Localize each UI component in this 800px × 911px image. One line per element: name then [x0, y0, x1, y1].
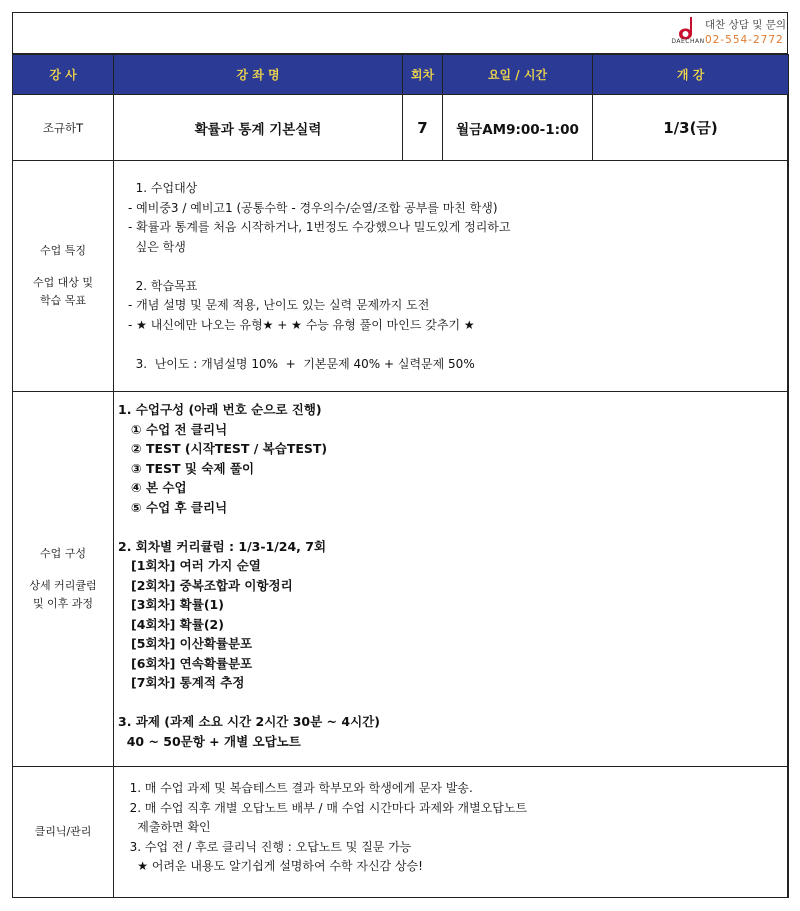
structure-label-1: 수업 구성 [39, 547, 86, 560]
clinic-line: 1. 매 수업 과제 및 복습테스트 결과 학부모와 학생에게 문자 발송. [122, 781, 473, 795]
logo-text: DAECHAN [671, 38, 705, 45]
course-table [12, 54, 789, 898]
clinic-line: 3. 수업 전 / 후로 클리닉 진행 : 오답노트 및 질문 가능 [122, 839, 412, 854]
table-header-row [13, 55, 789, 95]
structure-line: 3. 과제 (과제 소요 시간 2시간 30분 ~ 4시간) [118, 714, 380, 729]
structure-line: [3회차] 확률(1) [118, 597, 224, 612]
features-content [114, 161, 789, 392]
features-label-1: 수업 특징 [39, 244, 86, 257]
features-line: - 개념 설명 및 문제 적용, 난이도 있는 실력 문제까지 도전 [128, 298, 430, 312]
structure-line: [1회차] 여러 가지 순열 [118, 558, 261, 573]
structure-line: [6회차] 연속확률분포 [118, 655, 253, 671]
course-title: 확률과 통계 기본실력 [114, 95, 403, 161]
structure-line: 40 ~ 50문항 + 개별 오답노트 [118, 733, 301, 749]
col-header-title: 강 좌 명 [114, 55, 403, 95]
structure-line: ③ TEST 및 숙제 풀이 [118, 460, 255, 476]
structure-content [114, 392, 789, 767]
col-header-start: 개 강 [593, 55, 789, 95]
structure-line: [7회차] 통계적 추정 [118, 675, 245, 690]
features-label-2: 수업 대상 및 [32, 276, 94, 289]
structure-line: [2회차] 중복조합과 이항정리 [118, 577, 293, 593]
col-header-teacher: 강 사 [13, 55, 114, 95]
clinic-line: ★ 어려운 내용도 알기쉽게 설명하여 수학 자신감 상승! [122, 859, 423, 873]
features-label [13, 161, 114, 392]
col-header-sessions: 회차 [403, 55, 443, 95]
daechan-logo [668, 16, 708, 52]
features-line: - ★ 내신에만 나오는 유형★ + ★ 수능 유형 풀이 마인드 갖추기 ★ [128, 317, 475, 332]
structure-row [13, 392, 789, 767]
session-count: 7 [403, 95, 443, 161]
features-row [13, 161, 789, 392]
start-date: 1/3(금) [593, 95, 789, 161]
structure-line: ④ 본 수업 [118, 480, 187, 495]
clinic-content [114, 767, 789, 898]
features-line: 1. 수업대상 [128, 181, 198, 195]
features-line: - 예비중3 / 예비고1 (공통수학 - 경우의수/순열/조합 공부를 마친 학생) [128, 200, 498, 215]
structure-line: 1. 수업구성 (아래 번호 순으로 진행) [118, 402, 322, 417]
logo-icon [677, 16, 699, 40]
features-line: - 확률과 통계를 처음 시작하거나, 1번정도 수강했으나 밀도있게 정리하고 [128, 220, 511, 234]
phone-number[interactable]: 02-554-2772 [704, 34, 784, 46]
structure-line: [5회차] 이산확률분포 [118, 636, 253, 651]
structure-line: [4회차] 확률(2) [118, 616, 224, 632]
structure-line: ② TEST (시작TEST / 복습TEST) [118, 441, 328, 456]
structure-line: ⑤ 수업 후 클리닉 [118, 499, 228, 515]
course-info-row [13, 95, 789, 161]
features-line [128, 335, 788, 355]
clinic-row [13, 767, 789, 898]
clinic-line: 2. 매 수업 직후 개별 오답노트 배부 / 매 수업 시간마다 과제와 개별오답노트 [122, 800, 528, 815]
structure-line: ① 수업 전 클리닉 [118, 421, 228, 437]
features-line: 3. 난이도 : 개념설명 10% + 기본문제 40% + 실력문제 50% [128, 356, 475, 371]
features-label-3: 학습 목표 [39, 294, 86, 307]
col-header-schedule: 요일 / 시간 [443, 55, 593, 95]
structure-line: 2. 회차별 커리큘럼 : 1/3-1/24, 7회 [118, 538, 327, 554]
brand-name: 대찬 상담 및 문의 [704, 19, 786, 31]
features-line [128, 257, 788, 277]
features-line: 싶은 학생 [128, 239, 186, 254]
structure-line [118, 517, 788, 537]
clinic-label: 클리닉/관리 [13, 767, 114, 898]
structure-label [13, 392, 114, 767]
clinic-line: 제출하면 확인 [122, 820, 211, 834]
schedule: 월금AM9:00-1:00 [443, 95, 593, 161]
features-line: 2. 학습목표 [128, 278, 198, 293]
contact-info [705, 18, 786, 48]
structure-label-3: 및 이후 과정 [32, 597, 94, 610]
teacher-name: 조규하T [13, 95, 114, 161]
structure-line [118, 693, 788, 713]
structure-label-2: 상세 커리큘럼 [29, 579, 97, 592]
